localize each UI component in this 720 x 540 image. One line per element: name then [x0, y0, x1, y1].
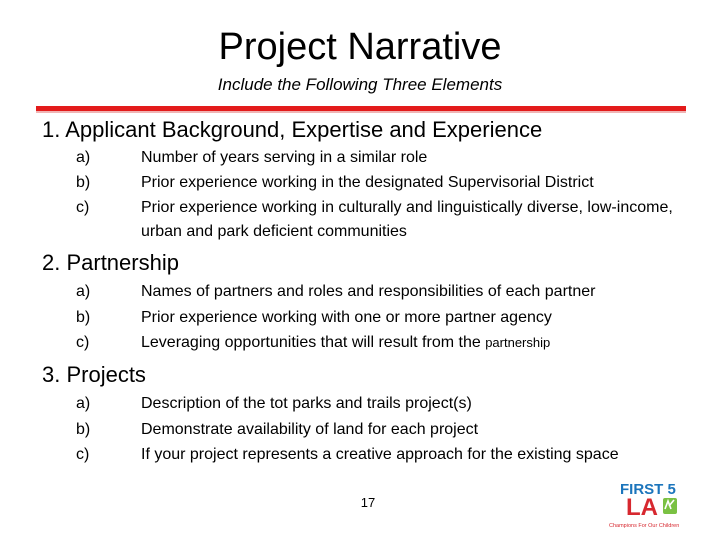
list-letter: b) — [76, 421, 91, 438]
list-letter: c) — [76, 446, 90, 463]
logo-line2: LA — [626, 494, 658, 521]
list-text-small: partnership — [485, 335, 551, 350]
list-letter: a) — [76, 283, 91, 300]
list-text — [141, 331, 550, 355]
list-letter: b) — [76, 174, 91, 191]
slide-title: Project Narrative — [218, 26, 502, 68]
list-text: Prior experience working with one or more partner agency — [141, 309, 552, 326]
list-letter: a) — [76, 395, 91, 412]
list-letter: c) — [76, 334, 90, 351]
list-text: Number of years serving in a similar role — [141, 149, 428, 166]
divider-rule-shadow — [36, 111, 686, 113]
section-heading-partnership: 2. Partnership — [42, 250, 179, 275]
list-text: If your project represents a creative approach for the existing space — [141, 446, 619, 463]
list-letter: b) — [76, 309, 91, 326]
list-text: Description of the tot parks and trails project(s) — [141, 395, 472, 412]
slide-subtitle: Include the Following Three Elements — [217, 75, 503, 94]
list-text: Demonstrate availability of land for each project — [141, 421, 479, 438]
hand-icon — [663, 498, 677, 514]
list-text-main: Leveraging opportunities that will result from the — [141, 334, 481, 351]
list-letter: c) — [76, 199, 90, 216]
logo-tagline: Champions For Our Children — [609, 523, 680, 529]
list-text: Prior experience working in the designated Supervisorial District — [141, 174, 594, 191]
section-heading-projects: 3. Projects — [42, 362, 146, 387]
first5la-logo — [606, 478, 690, 532]
page-number: 17 — [360, 495, 376, 510]
logo-line1: FIRST 5 — [620, 481, 676, 498]
section-heading-background: 1. Applicant Background, Expertise and Experience — [42, 117, 543, 142]
list-letter: a) — [76, 149, 91, 166]
list-text: Prior experience working in culturally and linguistically diverse, low-income, urban and park deficient communities — [141, 199, 673, 240]
list-text: Names of partners and roles and responsibilities of each partner — [141, 283, 596, 300]
